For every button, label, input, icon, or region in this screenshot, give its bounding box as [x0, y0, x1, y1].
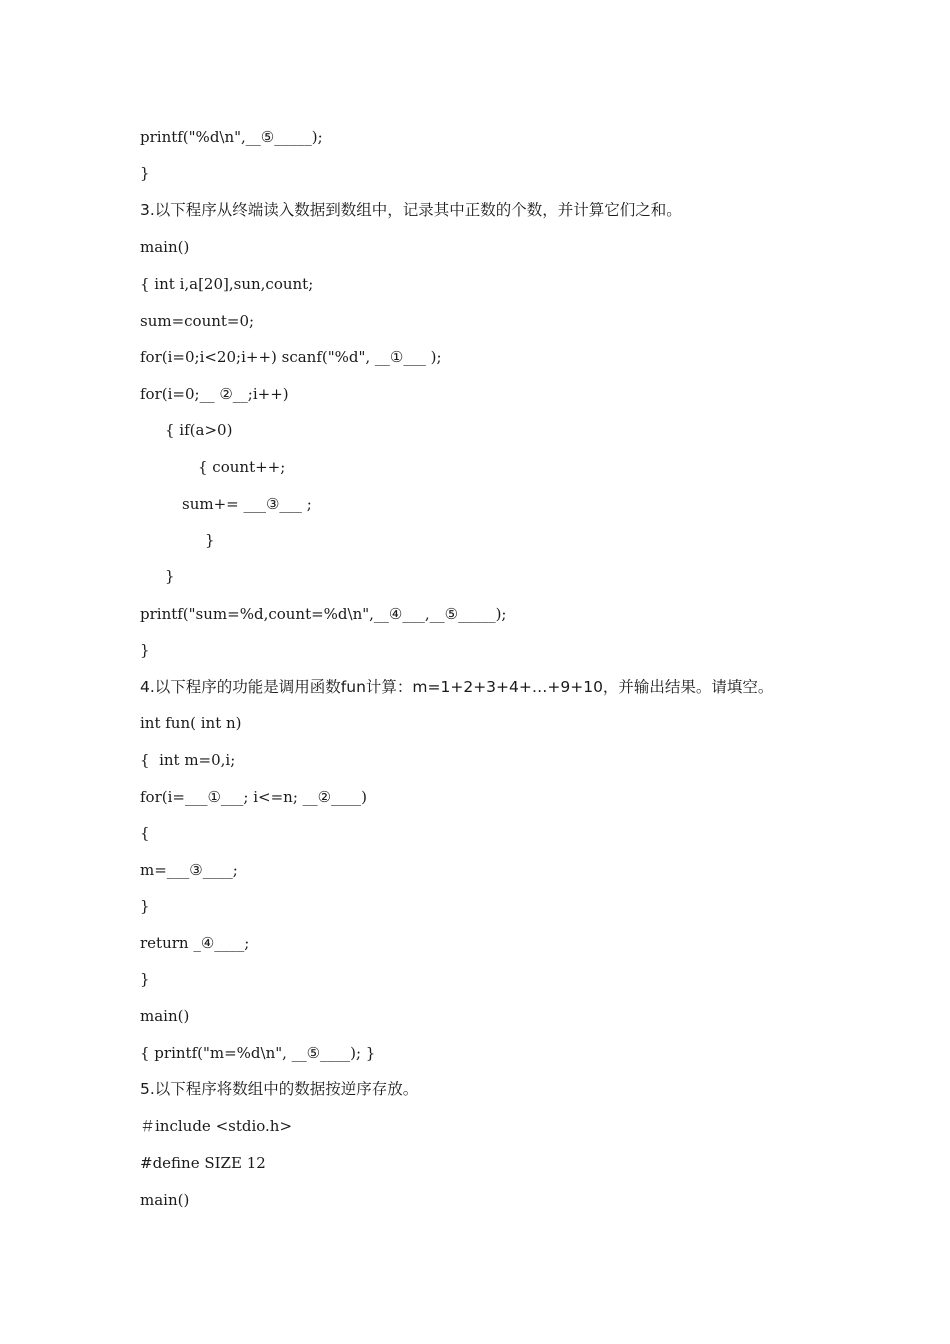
- code-line: { int i,a[20],sun,count;: [140, 275, 314, 293]
- code-line: main(): [140, 1191, 190, 1209]
- code-line: return _④____;: [140, 934, 250, 952]
- code-line: int fun( int n): [140, 714, 242, 732]
- code-line: { printf("m=%d\n", __⑤____); }: [140, 1044, 376, 1062]
- code-line: printf("%d\n",__⑤_____);: [140, 128, 323, 146]
- question-heading: 4.以下程序的功能是调用函数fun计算：m=1+2+3+4+…+9+10，并输出结果。请填空。: [140, 678, 774, 696]
- question-heading: 5.以下程序将数组中的数据按逆序存放。: [140, 1080, 419, 1098]
- code-line: #define SIZE 12: [140, 1154, 266, 1172]
- code-line: for(i=___①___; i<=n; __②____): [140, 788, 367, 806]
- code-line: { int m=0,i;: [140, 751, 236, 769]
- code-line: for(i=0;__ ②__;i++): [140, 385, 289, 403]
- code-line: }: [205, 531, 215, 549]
- code-line: sum+= ___③___ ;: [182, 495, 312, 513]
- code-line: { if(a>0): [165, 421, 233, 439]
- code-line: }: [165, 567, 175, 585]
- code-line: ＃include <stdio.h>: [140, 1117, 293, 1135]
- code-line: main(): [140, 238, 190, 256]
- code-line: }: [140, 970, 150, 988]
- code-line: {: [140, 824, 150, 842]
- code-line: m=___③____;: [140, 861, 238, 879]
- code-line: sum=count=0;: [140, 312, 255, 330]
- code-line: printf("sum=%d,count=%d\n",__④___,__⑤_____);: [140, 605, 507, 623]
- code-line: { count++;: [198, 458, 286, 476]
- code-line: }: [140, 897, 150, 915]
- question-heading: 3.以下程序从终端读入数据到数组中，记录其中正数的个数，并计算它们之和。: [140, 201, 682, 219]
- code-line: }: [140, 164, 150, 182]
- code-line: main(): [140, 1007, 190, 1025]
- code-line: }: [140, 641, 150, 659]
- code-line: for(i=0;i<20;i++) scanf("%d", __①___ );: [140, 348, 442, 366]
